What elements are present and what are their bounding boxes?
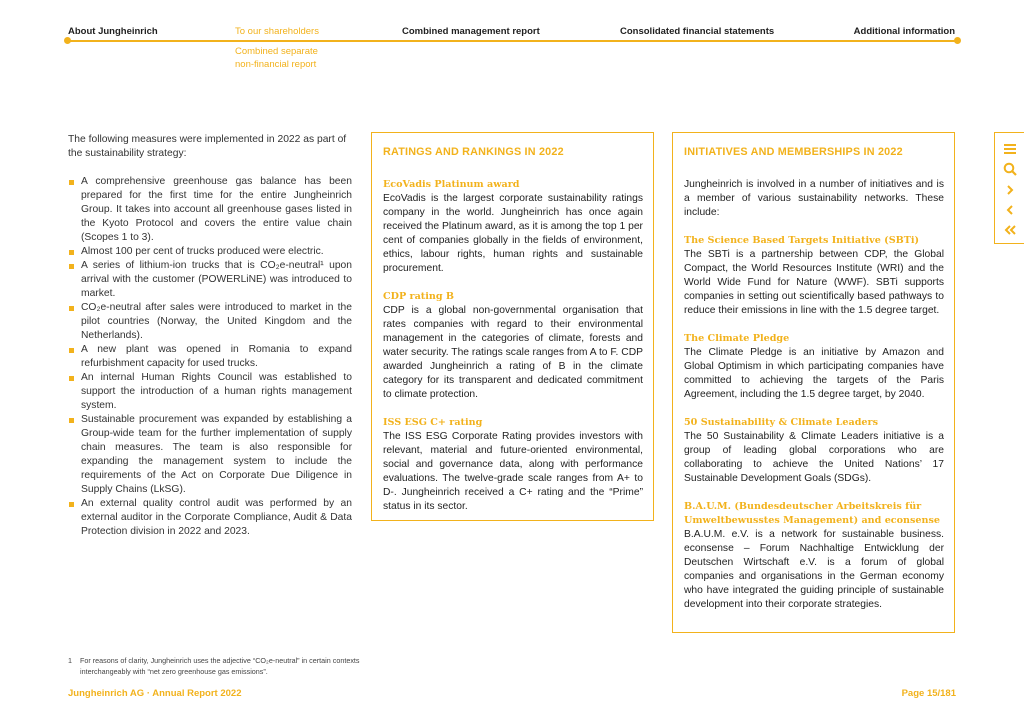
- initiatives-body-sbti: The SBTi is a partnership between CDP, the Global Compact, the World Resources Institute (WRI) and the World Wide Fund for Nature (WWF). SBTi supports companies in setting out scientifically based pathways to reduce their emissions in line with the 1.5 degree target.: [684, 249, 944, 316]
- previous-icon[interactable]: [1002, 202, 1018, 218]
- list-item: Almost 100 per cent of trucks produced were electric.: [68, 245, 352, 259]
- list-item: A series of lithium-ion trucks that is CO₂e-neutral¹ upon arrival with the customer (POWERLiNE) was introduced to market.: [68, 259, 352, 301]
- list-item: A new plant was opened in Romania to expand refurbishment capacity for used trucks.: [68, 343, 352, 371]
- initiatives-head-climate-pledge: The Climate Pledge: [684, 333, 790, 344]
- ratings-body-ecovadis: EcoVadis is the largest corporate sustainability ratings company in the world. Jungheinrich has once again received the Platinum award, as it is among the top 1 per cent of companies globally in the fields of environment, ethics, labour rights, human rights and sustainable procurement.: [383, 193, 643, 274]
- search-icon[interactable]: [1002, 161, 1018, 177]
- nav-about[interactable]: About Jungheinrich: [68, 26, 158, 37]
- nav-divider: [68, 40, 958, 42]
- footnote-number: 1: [68, 656, 72, 665]
- initiatives-head-baum: B.A.U.M. (Bundesdeutscher Arbeitskreis für Umweltbewusstes Management) and econsense: [684, 501, 941, 526]
- footnote-text: For reasons of clarity, Jungheinrich uses the adjective “CO₂e-neutral” in certain contexts interchangeably with “net zero greenhouse gas emissions”.: [80, 656, 360, 676]
- initiatives-box: [672, 132, 955, 633]
- next-icon[interactable]: [1002, 182, 1018, 198]
- measures-list: [68, 175, 352, 539]
- initiatives-body-50-leaders: The 50 Sustainability & Climate Leaders initiative is a group of leading global corporations who are collaborating to achieve the United Nations’ 17 Sustainable Development Goals (SDGs).: [684, 431, 944, 484]
- list-item: A comprehensive greenhouse gas balance has been prepared for the first time for the entire Jungheinrich Group. It takes into account all greenhouse gases listed in the Kyoto Protocol and covers the entire value chain (Scopes 1 to 3).: [68, 175, 352, 245]
- ratings-head-cdp: CDP rating B: [383, 291, 454, 302]
- intro-text: The following measures were implemented in 2022 as part of the sustainability strategy:: [68, 134, 347, 159]
- nav-management-report[interactable]: Combined management report: [402, 26, 540, 37]
- page-number: Page 15/181: [901, 688, 956, 699]
- list-item: An external quality control audit was performed by an external auditor in the Corporate Compliance, Audit & Data Protection division in 2022 and 2023.: [68, 497, 352, 539]
- initiatives-head-sbti: The Science Based Targets Initiative (SBTi): [684, 235, 920, 246]
- ratings-body-iss: The ISS ESG Corporate Rating provides investors with relevant, material and future-oriented environmental, social and governance data, along with performance evaluations. The twelve-grade scale ranges from A+ to D-. Jungheinrich received a C+ rating and the “Prime” status in its sector.: [383, 431, 643, 512]
- ratings-head-iss: ISS ESG C+ rating: [383, 417, 483, 428]
- nav-dot-end: [954, 37, 961, 44]
- initiatives-head-50-leaders: 50 Sustainability & Climate Leaders: [684, 417, 878, 428]
- list-item: An internal Human Rights Council was established to support the introduction of a human rights management system.: [68, 371, 352, 413]
- initiatives-body-baum: B.A.U.M. e.V. is a network for sustainable business. econsense – Forum Nachhaltige Entwicklung der Deutschen Wirtschaft e.V. is a forum of global companies and organisations in the German economy who have integrated the guiding principle of sustainable development into their corporate strategies.: [684, 529, 944, 610]
- nav-financial-statements[interactable]: Consolidated financial statements: [620, 26, 775, 37]
- ratings-title: RATINGS AND RANKINGS IN 2022: [383, 146, 564, 158]
- ratings-box: [371, 132, 654, 521]
- back-icon[interactable]: [1002, 222, 1018, 238]
- nav-sub-line1: Combined separate: [235, 46, 318, 57]
- initiatives-title: INITIATIVES AND MEMBERSHIPS IN 2022: [684, 146, 903, 158]
- nav-sub-item[interactable]: [235, 45, 318, 71]
- initiatives-intro: Jungheinrich is involved in a number of initiatives and is a member of various sustainability networks. These include:: [684, 179, 944, 218]
- footer-publication: Jungheinrich AG · Annual Report 2022: [68, 688, 242, 699]
- list-item: Sustainable procurement was expanded by establishing a Group-wide team for the further implementation of supply chain measures. The team is also responsible for expanding the management system to include the requirements of the Act on Corporate Due Diligence in Supply Chains (LkSG).: [68, 413, 352, 497]
- nav-sub-line2: non-financial report: [235, 59, 317, 70]
- ratings-head-ecovadis: EcoVadis Platinum award: [383, 179, 520, 190]
- nav-dot-start: [64, 37, 71, 44]
- list-item: CO₂e-neutral after sales were introduced to market in the pilot countries (Norway, the United Kingdom and the Netherlands).: [68, 301, 352, 343]
- ratings-body-cdp: CDP is a global non-governmental organisation that rates companies with regard to their environmental management in the categories of climate, forests and water security. The ratings scale ranges from A to F. CDP awarded Jungheinrich a rating of B in the climate category for its transparent and dedicated commitment to climate protection.: [383, 305, 644, 400]
- footnote: [68, 655, 370, 677]
- initiatives-body-climate-pledge: The Climate Pledge is an initiative by Amazon and Global Optimism in which participating companies have committed to achieving the targets of the Paris Agreement, including the 1.5 degree target, by 2040.: [684, 347, 944, 400]
- nav-additional-info[interactable]: Additional information: [853, 26, 955, 37]
- nav-shareholders[interactable]: To our shareholders: [235, 26, 319, 37]
- menu-icon[interactable]: [1002, 141, 1018, 157]
